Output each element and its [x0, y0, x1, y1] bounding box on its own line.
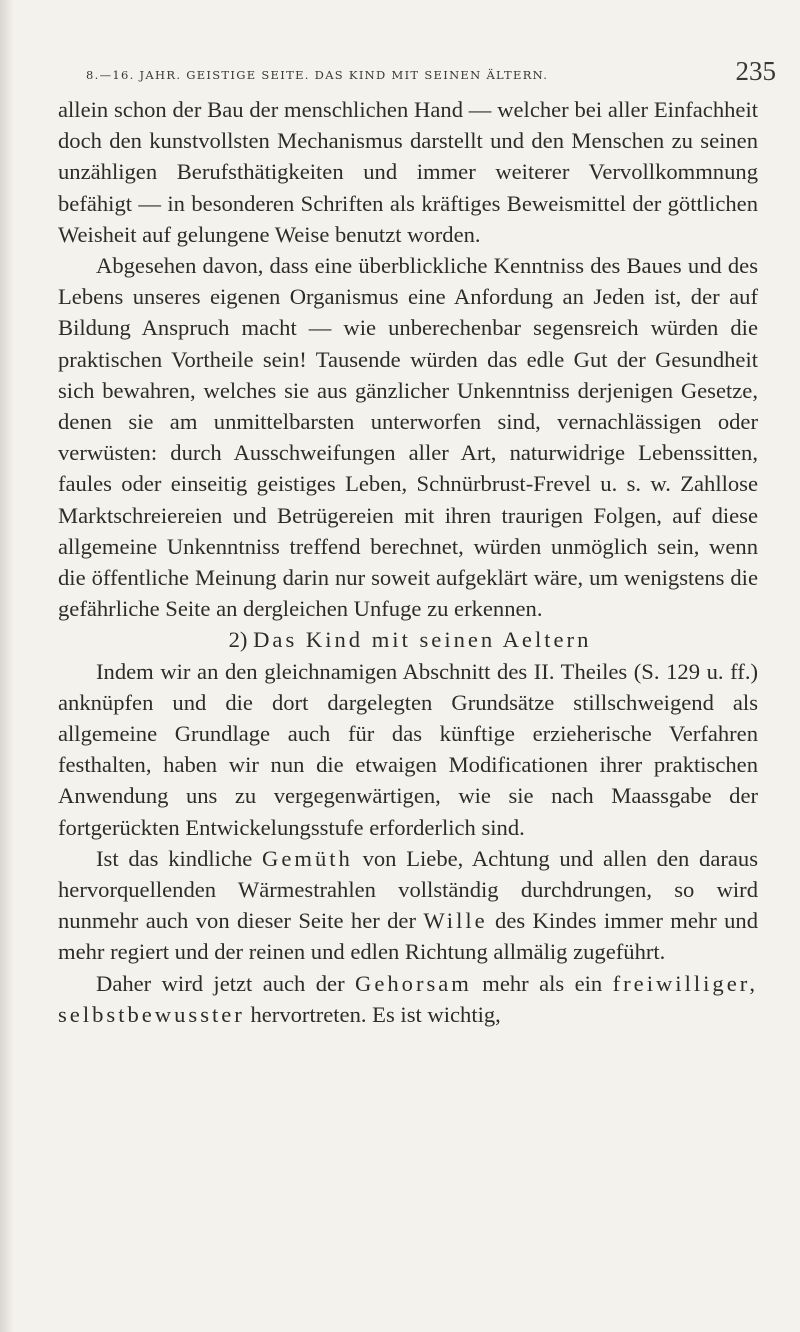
- emphasis-freiwilliger: freiwilliger, selbstbewusster: [58, 970, 758, 1027]
- page-number: 235: [735, 56, 776, 86]
- paragraph-3: Indem wir an den gleichnamigen Abschnitt des II. Theiles (S. 129 u. ff.) anknüpfen und die dort dargelegten Grundsätze stillschweigend als allgemeine Grundlage auch für das künftige erzieherische Verfahren festhalten, haben wir nun die etwaigen Modificationen ihrer praktischen Anwendung uns zu vergegenwärtigen, wie sie nach Maassgabe der fortgerückten Entwickelungsstufe erforderlich sind.: [58, 658, 758, 840]
- paragraph-4-text: von Liebe, Achtung und allen den daraus hervorquellenden Wärmestrahlen vollständig durchdrungen, so wird nunmehr auch von dieser Seite her der: [58, 845, 759, 934]
- paragraph-5-text: Daher wird jetzt auch der: [96, 970, 356, 996]
- running-head-title: 8.—16. JAHR. GEISTIGE SEITE. DAS KIND MIT SEINEN ÄLTERN.: [86, 68, 549, 82]
- paragraph-4-text: Ist das kindliche: [96, 845, 263, 871]
- book-page: [58, 0, 776, 1332]
- body-text: [58, 94, 758, 1030]
- paragraph-5-text: mehr als ein: [471, 970, 613, 996]
- section-heading: [58, 624, 758, 655]
- emphasis-gemueth: Gemüth: [262, 845, 353, 871]
- paragraph-4: [58, 843, 758, 968]
- emphasis-gehorsam: Gehorsam: [355, 970, 472, 996]
- section-number: 2): [228, 627, 248, 653]
- emphasis-wille: Wille: [423, 908, 488, 934]
- paragraph-1: allein schon der Bau der menschlichen Hand — welcher bei aller Einfachheit doch den kunstvollsten Mechanismus darstellt und den Menschen zu seinen unzähligen Berufsthätigkeiten und immer weiterer Vervollkommnung befähigt — in besonderen Schriften als kräftiges Beweismittel der göttlichen Weisheit auf gelungene Weise benutzt worden.: [58, 97, 758, 247]
- paragraph-4-text: des Kindes immer mehr und mehr regiert und der reinen und edlen Richtung allmälig zugeführt.: [58, 908, 758, 965]
- page-gutter-shadow: [0, 0, 14, 1332]
- paragraph-5-text: hervortreten. Es ist wichtig,: [244, 1001, 501, 1027]
- paragraph-5: [58, 968, 758, 1030]
- running-head: [58, 56, 776, 96]
- paragraph-2: Abgesehen davon, dass eine überblickliche Kenntniss des Baues und des Lebens unseres eigenen Organismus eine Anfordung an Jeden ist, der auf Bildung Anspruch macht — wie unberechenbar segensreich würden die praktischen Vortheile sein! Tausende würden das edle Gut der Gesundheit sich bewahren, welches sie aus gänzlicher Unkenntniss derjenigen Gesetze, denen sie am unmittelbarsten unterworfen sind, vernachlässigen oder verwüsten: durch Ausschweifungen aller Art, naturwidrige Lebenssitten, faules oder einseitig geistiges Leben, Schnürbrust-Frevel u. s. w. Zahllose Marktschreiereien und Betrügereien mit ihren traurigen Folgen, auf diese allgemeine Unkenntniss treffend berechnet, würden unmöglich sein, wenn die öffentliche Meinung darin nur soweit aufgeklärt wäre, um wenigstens die gefährliche Seite an dergleichen Unfuge zu erkennen.: [58, 253, 758, 622]
- section-title: Das Kind mit seinen Aeltern: [253, 627, 592, 653]
